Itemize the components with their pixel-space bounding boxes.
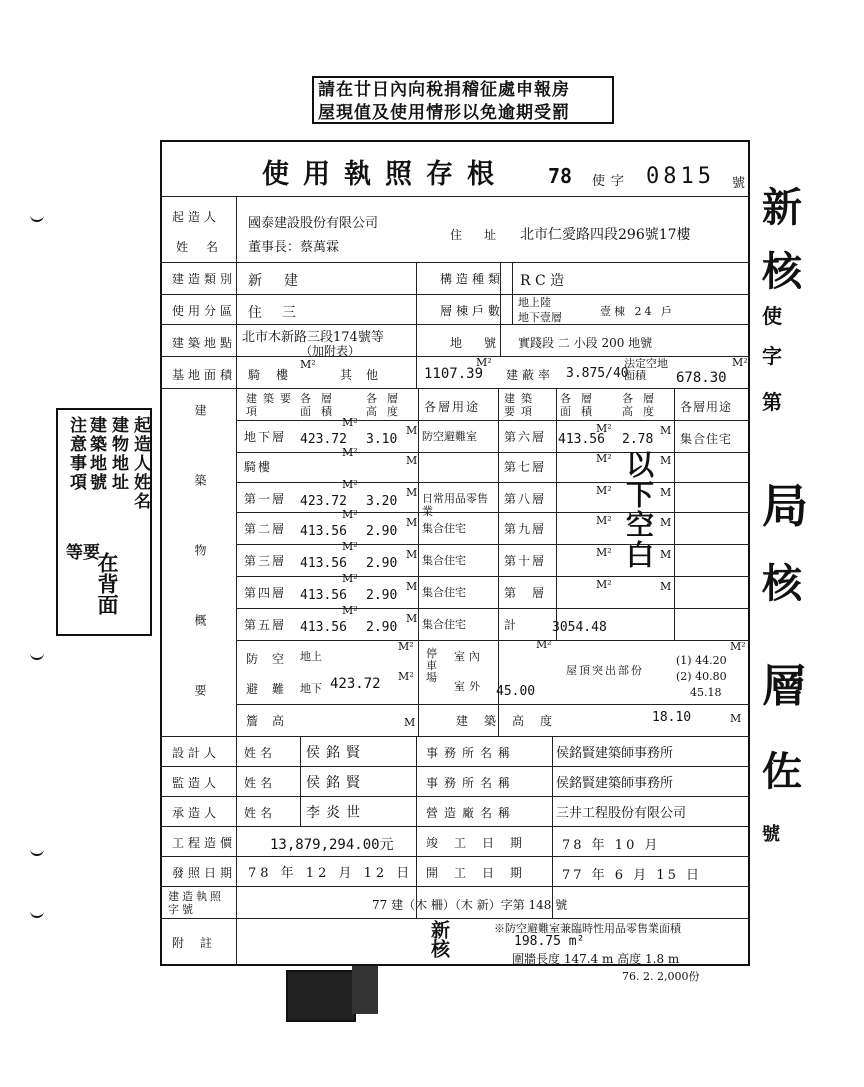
col-items: 建築要項 xyxy=(246,392,297,418)
floor-height: 2.90 xyxy=(366,588,398,603)
coverage-value: 3.875/40 xyxy=(566,366,629,381)
other-label: 其他 xyxy=(340,368,393,382)
start-value: 77 年 6 月 15 日 xyxy=(562,868,703,883)
structure-label: 構造種類 xyxy=(440,272,505,286)
floor-use: 集合住宅 xyxy=(422,522,466,535)
roof-value-1: (1) 44.20 xyxy=(676,654,727,667)
floor-height: 3.10 xyxy=(366,432,398,447)
designer-name: 侯銘賢 xyxy=(306,745,366,761)
unit-m2: M² xyxy=(342,572,358,585)
site-value: 北市木新路三段174號等 xyxy=(242,330,384,345)
legal-open-value: 678.30 xyxy=(676,370,727,386)
edge-character: 使 xyxy=(762,304,782,328)
cost-value: 13,879,294.00元 xyxy=(270,837,394,853)
side-note-col-4: 注意事項 xyxy=(66,416,86,492)
floor-name: 第八層 xyxy=(504,492,547,506)
firm-label: 營造廠名稱 xyxy=(426,806,517,820)
parking-outdoor: 室外 xyxy=(454,680,484,693)
binding-mark xyxy=(30,846,44,856)
note-line-3: 圍牆長度 147.4 m 高度 1.8 m xyxy=(512,952,680,966)
unit-m2: M² xyxy=(398,640,414,653)
site-note: （加附表） xyxy=(300,344,361,358)
blank-note: 以下空白 xyxy=(622,450,655,570)
floor-area: 413.56 xyxy=(300,556,347,571)
edge-character: 新 xyxy=(762,185,802,231)
unit-m: M xyxy=(406,486,418,499)
unit-m: M xyxy=(406,580,418,593)
floor-use: 集合住宅 xyxy=(680,432,733,446)
col-height: 各層高度 xyxy=(622,392,664,418)
building-side-label: 建築物概要 xyxy=(193,404,207,754)
cost-label: 工程造價 xyxy=(172,836,237,850)
floor-name: 第九層 xyxy=(504,522,547,536)
floor-name: 第五層 xyxy=(244,618,287,632)
type-label: 建造類別 xyxy=(172,272,237,286)
name-label: 姓名 xyxy=(244,746,277,760)
side-note-col-3: 建築地號 xyxy=(86,416,106,492)
unit-m2: M² xyxy=(300,358,316,371)
unit-m: M xyxy=(406,424,418,437)
parking-label: 停車場 xyxy=(426,647,437,684)
unit-m2: M² xyxy=(596,452,612,465)
unit-m: M xyxy=(660,516,672,529)
name-label: 姓名 xyxy=(244,806,277,820)
legal-open-label: 法定空地面積 xyxy=(624,357,668,382)
unit-m: M xyxy=(406,612,418,625)
lot-value: 實踐段 二 小段 200 地號 xyxy=(518,336,653,350)
shelter-above: 地上 xyxy=(300,650,322,663)
floor-use: 集合住宅 xyxy=(422,554,466,567)
floor-area: 413.56 xyxy=(558,432,605,447)
note-label: 附註 xyxy=(172,936,229,950)
parking-outdoor-value: 45.00 xyxy=(496,684,536,699)
shelter-below-value: 423.72 xyxy=(330,676,381,692)
floor-use: 集合住宅 xyxy=(422,618,466,631)
unit-m: M xyxy=(660,424,672,437)
shelter-label-1: 防空 xyxy=(246,652,299,666)
issue-label: 發照日期 xyxy=(172,866,237,880)
side-note-handwritten: 在背面 xyxy=(95,552,119,615)
roof-label: 屋頂突出部份 xyxy=(566,664,644,677)
edge-character: 號 xyxy=(762,824,780,845)
unit-m2: M² xyxy=(342,446,358,459)
floor-height: 3.20 xyxy=(366,494,398,509)
print-footer: 76. 2. 2,000份 xyxy=(622,970,700,983)
floor-use: 集合住宅 xyxy=(422,586,466,599)
floors-above: 地上陸 xyxy=(518,296,551,309)
coverage-label: 建蔽率 xyxy=(506,368,555,382)
binding-mark xyxy=(30,212,44,222)
binding-mark xyxy=(30,650,44,660)
side-note-box xyxy=(56,408,152,636)
floors-label: 層棟戶數 xyxy=(440,304,505,318)
builder-address: 北市仁愛路四段296號17樓 xyxy=(520,227,691,243)
unit-m2: M² xyxy=(596,484,612,497)
permit-no-value: 77 建（木 柵）（木 新）字第 148 號 xyxy=(372,898,568,912)
unit-m: M xyxy=(406,516,418,529)
builder-chairman: 董事長：蔡萬霖 xyxy=(248,240,340,255)
floor-area: 413.56 xyxy=(300,620,347,635)
col-items: 建築要項 xyxy=(504,392,538,418)
side-note-col-2: 建物地址 xyxy=(108,416,128,492)
floor-area: 413.56 xyxy=(300,588,347,603)
note-line-2: 198.75 m² xyxy=(514,934,585,949)
unit-m: M xyxy=(406,548,418,561)
shelter-label-2: 避難 xyxy=(246,682,299,696)
col-use: 各層用途 xyxy=(424,400,481,414)
area-label: 基地面積 xyxy=(172,368,237,382)
edge-character: 核 xyxy=(762,561,802,607)
height-value: 18.10 xyxy=(652,710,692,725)
unit-m2: M² xyxy=(596,514,612,527)
floor-use: 防空避難室 xyxy=(422,430,477,443)
unit-m2: M² xyxy=(536,638,552,651)
page-title: 使用執照存根 xyxy=(262,159,508,190)
floor-name: 第六層 xyxy=(504,430,547,444)
tax-notice-stamp xyxy=(312,76,614,124)
floor-name: 第四層 xyxy=(244,586,287,600)
unit-m2: M² xyxy=(732,356,748,369)
binding-mark xyxy=(30,908,44,918)
supervisor-office: 侯銘賢建築師事務所 xyxy=(556,776,674,791)
unit-m: M xyxy=(660,454,672,467)
col-area: 各層面積 xyxy=(300,392,342,418)
floor-height: 2.90 xyxy=(366,524,398,539)
floor-area: 3054.48 xyxy=(552,620,607,635)
floors-rest: 壹棟 24 戶 xyxy=(600,305,675,318)
site-label: 建築地點 xyxy=(172,336,237,350)
col-use: 各層用途 xyxy=(680,400,733,414)
unit-m2: M² xyxy=(342,416,358,429)
seal-stamp xyxy=(352,966,378,1014)
unit-m2: M² xyxy=(596,578,612,591)
bottom-stamp-text: 新核 xyxy=(428,920,450,958)
builder-label: 起造人 xyxy=(172,210,221,224)
start-label: 開工日期 xyxy=(426,866,539,880)
zone-value: 住三 xyxy=(248,305,316,321)
structure-value: R C 造 xyxy=(520,273,565,289)
unit-m2: M² xyxy=(342,540,358,553)
edge-character: 佐 xyxy=(762,749,802,795)
edge-character: 局 xyxy=(762,479,808,533)
notice-line-1: 請在廿日內向稅捐稽征處申報房 xyxy=(318,80,570,100)
completion-value: 78 年 10 月 xyxy=(562,838,661,853)
unit-m: M xyxy=(406,454,418,467)
floor-name: 地下層 xyxy=(244,430,287,444)
seal-stamp xyxy=(286,970,356,1022)
office-label: 事務所名稱 xyxy=(426,746,517,760)
designer-label: 設計人 xyxy=(172,746,221,760)
side-note-extra: 等要 xyxy=(66,543,100,563)
designer-office: 侯銘賢建築師事務所 xyxy=(556,746,674,761)
builder-company: 國泰建設股份有限公司 xyxy=(248,216,379,231)
floor-area: 423.72 xyxy=(300,494,347,509)
lot-label: 地號 xyxy=(450,336,519,350)
permit-year: 78 xyxy=(548,164,573,188)
permit-no-label: 建造執照字號 xyxy=(168,890,224,916)
arcade-label: 騎樓 xyxy=(248,368,305,382)
unit-m: M xyxy=(660,486,672,499)
permit-suffix: 號 xyxy=(732,176,746,191)
edge-character: 核 xyxy=(762,249,802,295)
roof-value-2: (2) 40.80 xyxy=(676,670,727,683)
parking-indoor: 室內 xyxy=(454,650,484,663)
eaves-label: 簷高 xyxy=(246,714,299,728)
office-label: 事務所名稱 xyxy=(426,776,517,790)
floor-use: 日常用品零售業 xyxy=(422,492,488,518)
unit-m: M xyxy=(660,580,672,593)
edge-character: 層 xyxy=(762,661,806,712)
completion-label: 竣工日期 xyxy=(426,836,539,850)
issue-value: 78 年 12 月 12 日 xyxy=(248,866,414,881)
name-label: 姓名 xyxy=(244,776,277,790)
unit-m2: M² xyxy=(342,508,358,521)
type-value: 新建 xyxy=(248,273,320,289)
floor-name: 第一層 xyxy=(244,492,287,506)
notice-line-2: 屋現值及使用情形以免逾期受罰 xyxy=(318,103,570,123)
zone-label: 使用分區 xyxy=(172,304,237,318)
edge-character: 第 xyxy=(762,390,782,414)
floor-area: 423.72 xyxy=(300,432,347,447)
contractor-label: 承造人 xyxy=(172,806,221,820)
unit-m2: M² xyxy=(596,546,612,559)
supervisor-label: 監造人 xyxy=(172,776,221,790)
unit-m2: M² xyxy=(398,670,414,683)
floor-name: 第三層 xyxy=(244,554,287,568)
permit-number: 0815 xyxy=(646,164,715,189)
unit-m: M xyxy=(404,716,416,729)
unit-m2: M² xyxy=(342,478,358,491)
shelter-below: 地下 xyxy=(300,682,322,695)
floor-name: 第十層 xyxy=(504,554,547,568)
side-note-col-1: 起造人姓名 xyxy=(130,416,150,511)
builder-address-label: 住址 xyxy=(450,228,519,242)
unit-m: M xyxy=(660,548,672,561)
contractor-firm: 三井工程股份有限公司 xyxy=(556,806,687,821)
floor-name: 騎樓 xyxy=(244,460,273,474)
unit-m: M xyxy=(730,712,742,725)
contractor-name: 李炎世 xyxy=(306,805,366,821)
floor-name: 第七層 xyxy=(504,460,547,474)
unit-m2: M² xyxy=(730,640,746,653)
builder-name-label: 姓名 xyxy=(176,240,237,254)
roof-value-3: 45.18 xyxy=(690,686,722,699)
col-height: 各層高度 xyxy=(366,392,408,418)
unit-m2: M² xyxy=(596,422,612,435)
col-area: 各層面積 xyxy=(560,392,602,418)
permit-prefix: 使字 xyxy=(592,174,631,189)
floor-name: 計 xyxy=(504,618,519,632)
floor-name: 第二層 xyxy=(244,522,287,536)
floor-height: 2.78 xyxy=(622,432,654,447)
note-line-1: ※防空避難室兼臨時性用品零售業面積 xyxy=(494,922,681,935)
edge-character: 字 xyxy=(762,344,782,368)
unit-m2: M² xyxy=(476,356,492,369)
floor-height: 2.90 xyxy=(366,620,398,635)
height-label: 建築高度 xyxy=(456,714,569,728)
floor-height: 2.90 xyxy=(366,556,398,571)
floors-below: 地下壹層 xyxy=(518,311,562,324)
floor-area: 413.56 xyxy=(300,524,347,539)
supervisor-name: 侯銘賢 xyxy=(306,775,366,791)
unit-m2: M² xyxy=(342,604,358,617)
floor-name: 第 層 xyxy=(504,586,547,600)
other-value: 1107.39 xyxy=(424,366,484,382)
